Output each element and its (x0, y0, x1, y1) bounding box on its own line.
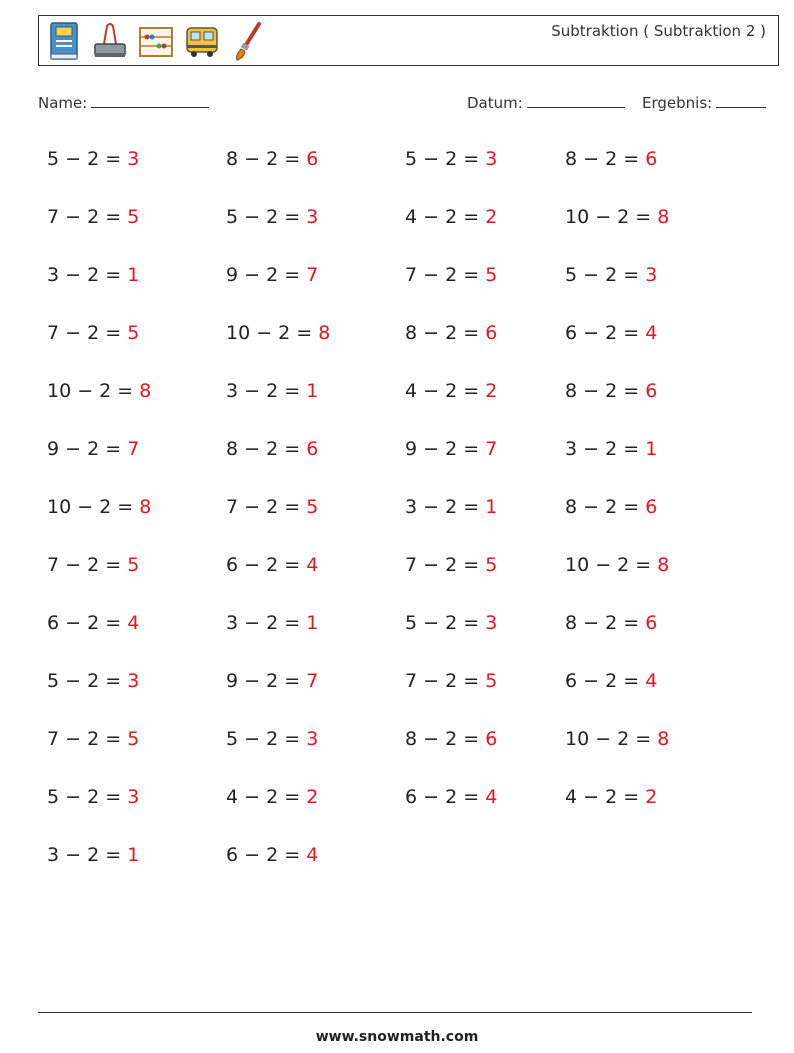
problem-item (405, 612, 497, 634)
problem-item (47, 322, 139, 344)
problem-answer: 5 (485, 264, 498, 286)
problem-question: 7 − 2 = (405, 670, 486, 692)
problem-item (47, 438, 139, 460)
problem-answer: 4 (127, 612, 140, 634)
problem-question: 5 − 2 = (47, 670, 128, 692)
problem-question: 3 − 2 = (405, 496, 486, 518)
problem-answer: 7 (127, 438, 140, 460)
problem-answer: 2 (485, 380, 498, 402)
name-label: Name: (38, 94, 88, 112)
problem-answer: 8 (318, 322, 331, 344)
problem-answer: 6 (485, 322, 498, 344)
problem-answer: 4 (485, 786, 498, 808)
problem-question: 7 − 2 = (405, 264, 486, 286)
problem-question: 6 − 2 = (226, 844, 307, 866)
problem-answer: 6 (645, 496, 658, 518)
problem-item (565, 380, 657, 402)
problem-answer: 3 (127, 786, 140, 808)
problem-question: 5 − 2 = (405, 612, 486, 634)
problem-question: 8 − 2 = (565, 612, 646, 634)
problem-question: 7 − 2 = (226, 496, 307, 518)
problem-question: 5 − 2 = (405, 148, 486, 170)
problem-question: 10 − 2 = (226, 322, 319, 344)
problem-item (405, 728, 497, 750)
problem-question: 8 − 2 = (565, 380, 646, 402)
problem-answer: 5 (127, 554, 140, 576)
problem-answer: 4 (306, 844, 319, 866)
problem-question: 3 − 2 = (565, 438, 646, 460)
problem-answer: 5 (127, 322, 140, 344)
problem-item (47, 380, 151, 402)
problem-question: 9 − 2 = (226, 670, 307, 692)
problem-item (226, 728, 318, 750)
worksheet-header (38, 15, 779, 66)
name-line (91, 93, 209, 108)
problem-answer: 8 (657, 206, 670, 228)
problem-question: 10 − 2 = (565, 728, 658, 750)
problem-item (565, 206, 669, 228)
school-bus-icon (183, 20, 221, 62)
problem-answer: 4 (645, 322, 658, 344)
problem-answer: 4 (645, 670, 658, 692)
problem-answer: 3 (485, 148, 498, 170)
problem-answer: 1 (127, 264, 140, 286)
result-field (642, 93, 766, 112)
problem-item (47, 148, 139, 170)
problem-item (226, 496, 318, 518)
problem-question: 5 − 2 = (47, 786, 128, 808)
problem-question: 8 − 2 = (565, 496, 646, 518)
problem-item (226, 786, 318, 808)
footer-divider (38, 1012, 752, 1013)
problem-question: 10 − 2 = (565, 206, 658, 228)
problem-item (565, 496, 657, 518)
problem-answer: 2 (645, 786, 658, 808)
problem-item (565, 148, 657, 170)
problem-question: 5 − 2 = (226, 206, 307, 228)
date-line (527, 93, 625, 108)
problem-item (226, 612, 318, 634)
problem-item (405, 554, 497, 576)
problem-question: 5 − 2 = (226, 728, 307, 750)
problem-item (226, 670, 318, 692)
problem-question: 7 − 2 = (47, 554, 128, 576)
problem-item (405, 496, 497, 518)
problem-item (405, 670, 497, 692)
problem-item (226, 438, 318, 460)
problem-question: 4 − 2 = (226, 786, 307, 808)
problem-answer: 2 (306, 786, 319, 808)
paintbrush-icon (229, 20, 267, 62)
problem-question: 4 − 2 = (565, 786, 646, 808)
problem-question: 6 − 2 = (565, 670, 646, 692)
problem-question: 8 − 2 = (226, 438, 307, 460)
problem-question: 5 − 2 = (47, 148, 128, 170)
date-label: Datum: (467, 94, 523, 112)
problem-question: 3 − 2 = (226, 380, 307, 402)
problem-question: 7 − 2 = (47, 206, 128, 228)
problem-question: 3 − 2 = (226, 612, 307, 634)
problem-item (47, 786, 139, 808)
problem-answer: 5 (485, 670, 498, 692)
problem-item (565, 554, 669, 576)
problem-question: 8 − 2 = (565, 148, 646, 170)
problem-item (47, 206, 139, 228)
problem-answer: 1 (485, 496, 498, 518)
date-field (467, 93, 625, 112)
problem-answer: 7 (306, 264, 319, 286)
binder-clip-icon (91, 20, 129, 62)
problem-answer: 7 (485, 438, 498, 460)
problem-item (565, 670, 657, 692)
problem-answer: 4 (306, 554, 319, 576)
name-field (38, 93, 209, 112)
problem-answer: 3 (645, 264, 658, 286)
problem-item (405, 322, 497, 344)
problem-item (226, 844, 318, 866)
problem-answer: 1 (645, 438, 658, 460)
problem-question: 10 − 2 = (47, 496, 140, 518)
problem-question: 4 − 2 = (405, 206, 486, 228)
problem-answer: 5 (127, 728, 140, 750)
problem-answer: 5 (485, 554, 498, 576)
problem-answer: 3 (127, 670, 140, 692)
problem-question: 7 − 2 = (405, 554, 486, 576)
problem-item (47, 612, 139, 634)
problem-answer: 1 (306, 612, 319, 634)
problem-question: 6 − 2 = (565, 322, 646, 344)
problem-answer: 8 (657, 728, 670, 750)
problem-question: 3 − 2 = (47, 844, 128, 866)
problem-item (226, 322, 330, 344)
problem-answer: 3 (306, 728, 319, 750)
problem-question: 9 − 2 = (47, 438, 128, 460)
problem-item (565, 438, 657, 460)
notebook-icon (45, 20, 83, 62)
problem-question: 5 − 2 = (565, 264, 646, 286)
problem-question: 6 − 2 = (405, 786, 486, 808)
problem-answer: 8 (139, 380, 152, 402)
problem-answer: 6 (306, 438, 319, 460)
problem-item (405, 148, 497, 170)
problem-question: 8 − 2 = (226, 148, 307, 170)
problem-question: 4 − 2 = (405, 380, 486, 402)
problem-item (47, 670, 139, 692)
problem-question: 10 − 2 = (47, 380, 140, 402)
problem-answer: 3 (306, 206, 319, 228)
problem-answer: 8 (139, 496, 152, 518)
problem-question: 6 − 2 = (226, 554, 307, 576)
problem-question: 7 − 2 = (47, 728, 128, 750)
problem-question: 3 − 2 = (47, 264, 128, 286)
problem-answer: 1 (127, 844, 140, 866)
problem-answer: 8 (657, 554, 670, 576)
problem-item (565, 786, 657, 808)
problem-item (226, 264, 318, 286)
problem-answer: 5 (127, 206, 140, 228)
problem-question: 7 − 2 = (47, 322, 128, 344)
problem-item (47, 264, 139, 286)
problem-answer: 6 (645, 380, 658, 402)
problem-answer: 6 (645, 148, 658, 170)
abacus-icon (137, 20, 175, 62)
result-label: Ergebnis: (642, 94, 713, 112)
problem-item (405, 206, 497, 228)
problem-item (47, 554, 139, 576)
problem-item (47, 496, 151, 518)
problem-item (405, 786, 497, 808)
problem-answer: 3 (485, 612, 498, 634)
problem-question: 8 − 2 = (405, 322, 486, 344)
problem-question: 10 − 2 = (565, 554, 658, 576)
problem-item (405, 380, 497, 402)
problem-question: 9 − 2 = (226, 264, 307, 286)
problem-item (226, 380, 318, 402)
problem-item (565, 264, 657, 286)
problem-item (405, 438, 497, 460)
problem-answer: 2 (485, 206, 498, 228)
problem-item (226, 148, 318, 170)
problem-answer: 6 (645, 612, 658, 634)
problem-question: 6 − 2 = (47, 612, 128, 634)
problem-item (226, 554, 318, 576)
problem-item (226, 206, 318, 228)
problem-answer: 6 (306, 148, 319, 170)
problem-item (565, 728, 669, 750)
worksheet-title: Subtraktion ( Subtraktion 2 ) (551, 22, 766, 40)
result-line (716, 93, 766, 108)
problem-answer: 1 (306, 380, 319, 402)
problem-item (565, 322, 657, 344)
problem-item (405, 264, 497, 286)
problem-answer: 7 (306, 670, 319, 692)
footer-site: www.snowmath.com (315, 1029, 479, 1045)
problem-answer: 3 (127, 148, 140, 170)
problem-item (47, 844, 139, 866)
problem-answer: 6 (485, 728, 498, 750)
problem-answer: 5 (306, 496, 319, 518)
problem-item (47, 728, 139, 750)
problem-question: 8 − 2 = (405, 728, 486, 750)
icon-strip (45, 20, 267, 62)
problem-item (565, 612, 657, 634)
problem-question: 9 − 2 = (405, 438, 486, 460)
